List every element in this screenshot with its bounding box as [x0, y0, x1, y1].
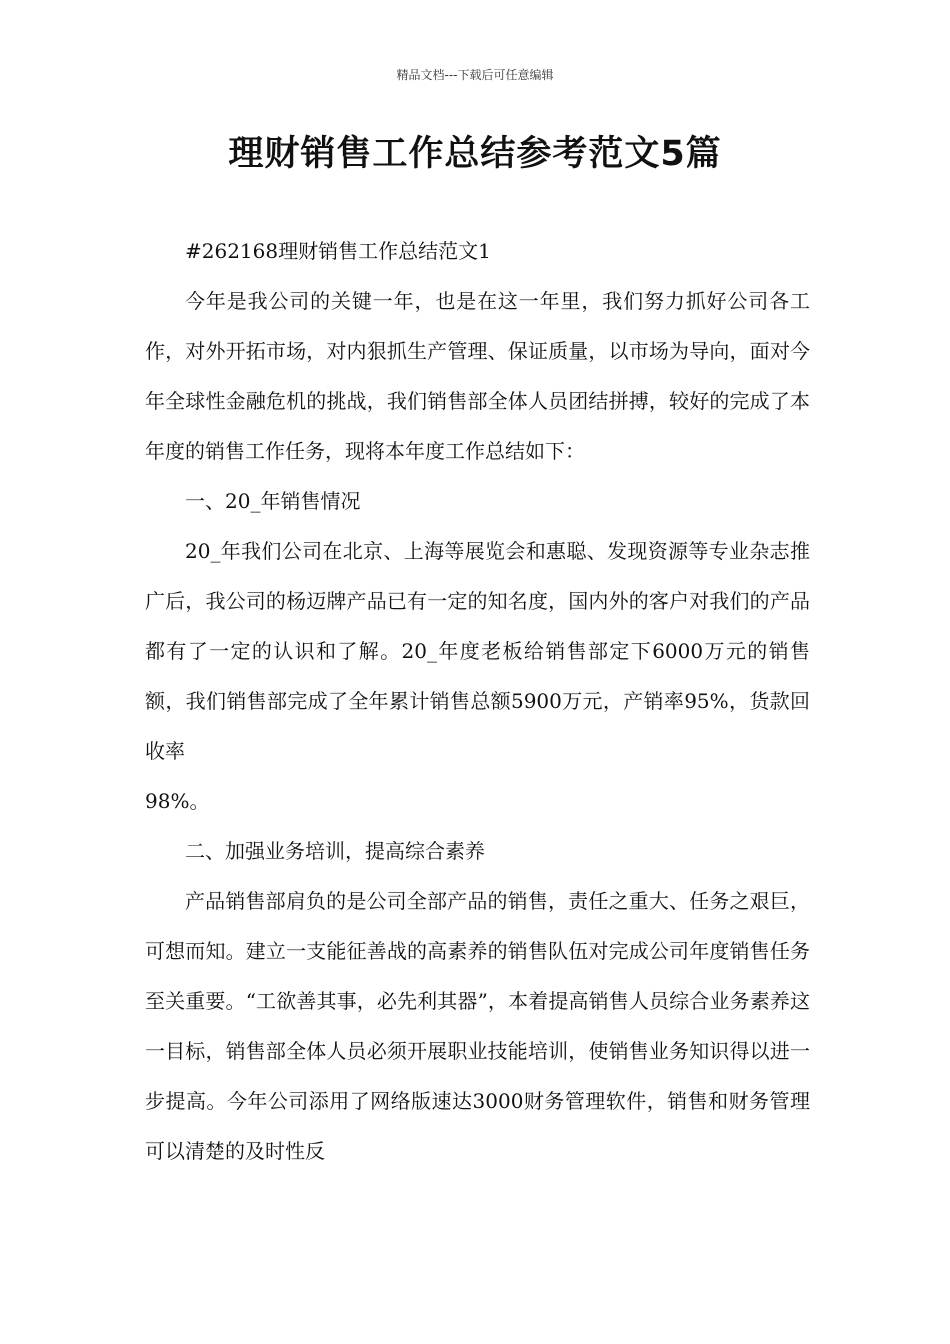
- document-title: 理财销售工作总结参考范文5篇: [228, 134, 722, 174]
- paragraph-training: 产品销售部肩负的是公司全部产品的销售，责任之重大、任务之艰巨，可想而知。建立一支能征善战的高素养的销售队伍对完成公司年度销售任务至关重要。“工欲善其事，必先利其器”，本着提高销售人员综合业务素养这一目标，销售部全体人员必须开展职业技能培训，使销售业务知识得以进一步提高。今年公司添用了网络版速达3000财务管理软件，销售和财务管理可以清楚的及时性反: [145, 889, 810, 1163]
- section-heading-article-1: #262168理财销售工作总结范文1: [185, 239, 491, 263]
- page-header-note: 精品文档---下载后可任意编辑: [396, 68, 554, 82]
- paragraph-intro: 今年是我公司的关键一年，也是在这一年里，我们努力抓好公司各工作，对外开拓市场，对内狠抓生产管理、保证质量，以市场为导向，面对今年全球性金融危机的挑战，我们销售部全体人员团结拼搏，较好的完成了本年度的销售工作任务，现将本年度工作总结如下：: [145, 289, 810, 463]
- paragraph-recovery-rate: 98%。: [145, 789, 210, 813]
- paragraph-sales-situation: 20_年我们公司在北京、上海等展览会和惠聪、发现资源等专业杂志推广后，我公司的杨迈牌产品已有一定的知名度，国内外的客户对我们的产品都有了一定的认识和了解。20_年度老板给销售部定下6000万元的销售额，我们销售部完成了全年累计销售总额5900万元，产销率95%，货款回收率: [145, 539, 810, 763]
- section-heading-training: 二、加强业务培训，提高综合素养: [185, 839, 485, 863]
- document-body: [145, 226, 810, 1176]
- section-heading-sales-situation: 一、20_年销售情况: [185, 489, 361, 513]
